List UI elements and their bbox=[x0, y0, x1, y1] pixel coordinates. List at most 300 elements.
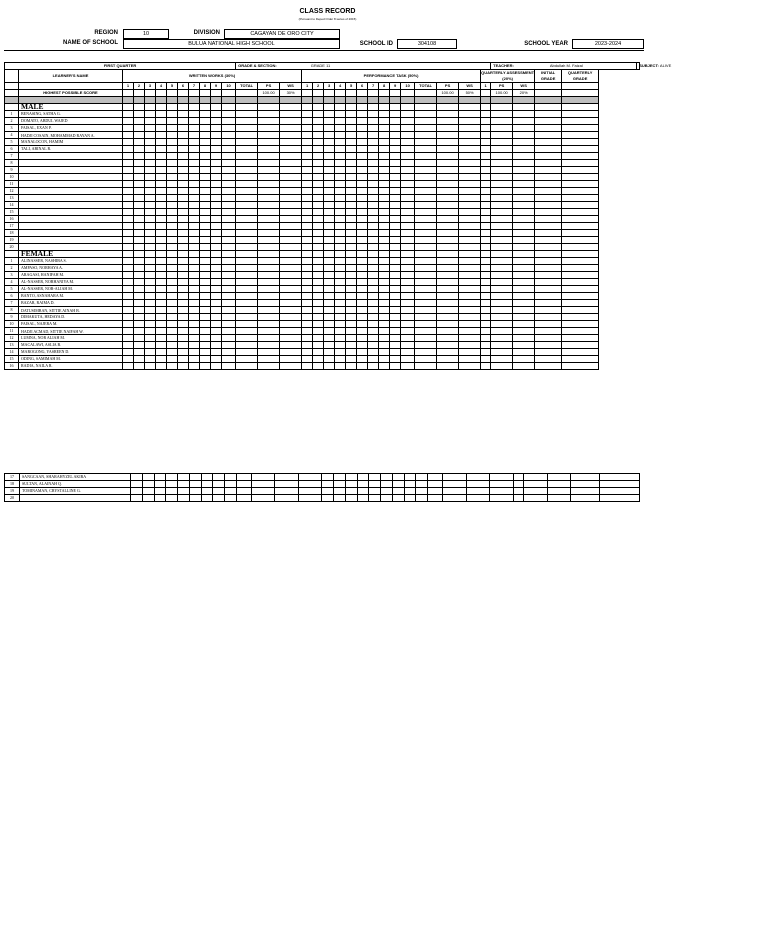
pt-col-number: 3 bbox=[324, 83, 335, 90]
score-cell bbox=[189, 195, 200, 202]
score-cell bbox=[357, 481, 369, 488]
score-cell bbox=[167, 216, 178, 223]
score-cell bbox=[368, 216, 379, 223]
score-cell bbox=[335, 125, 346, 132]
score-cell bbox=[178, 488, 190, 495]
row-number: 1 bbox=[5, 258, 19, 265]
score-cell bbox=[213, 495, 225, 502]
school-year-field: 2023-2024 bbox=[572, 39, 644, 49]
score-cell bbox=[481, 125, 491, 132]
score-cell bbox=[491, 272, 513, 279]
score-cell bbox=[324, 167, 335, 174]
score-cell bbox=[401, 286, 415, 293]
separator-cell bbox=[415, 97, 437, 104]
score-cell bbox=[156, 174, 167, 181]
score-cell bbox=[535, 279, 562, 286]
score-cell bbox=[368, 118, 379, 125]
score-cell bbox=[357, 272, 368, 279]
score-cell bbox=[211, 328, 222, 335]
score-cell bbox=[437, 209, 459, 216]
student-row bbox=[5, 335, 640, 342]
score-cell bbox=[236, 237, 258, 244]
score-cell bbox=[459, 181, 481, 188]
score-cell bbox=[156, 335, 167, 342]
score-cell bbox=[357, 265, 368, 272]
score-cell bbox=[357, 223, 368, 230]
score-cell bbox=[134, 265, 145, 272]
score-cell bbox=[324, 209, 335, 216]
ww-col-number: 7 bbox=[189, 83, 200, 90]
score-cell bbox=[145, 223, 156, 230]
score-cell bbox=[357, 349, 368, 356]
score-cell bbox=[145, 258, 156, 265]
score-cell bbox=[302, 363, 313, 370]
score-cell bbox=[346, 125, 357, 132]
ww-ps-label: PS bbox=[258, 83, 280, 90]
score-cell bbox=[200, 209, 211, 216]
score-cell bbox=[189, 223, 200, 230]
ww-col-number: 6 bbox=[178, 83, 189, 90]
score-cell bbox=[535, 307, 562, 314]
score-cell bbox=[258, 223, 280, 230]
row-number: 10 bbox=[5, 174, 19, 181]
score-cell bbox=[156, 181, 167, 188]
score-cell bbox=[145, 230, 156, 237]
score-cell bbox=[280, 307, 302, 314]
score-cell bbox=[357, 118, 368, 125]
score-cell bbox=[123, 272, 134, 279]
score-cell bbox=[236, 111, 258, 118]
student-row bbox=[5, 488, 640, 495]
score-cell bbox=[156, 230, 167, 237]
score-cell bbox=[324, 244, 335, 251]
score-cell bbox=[280, 209, 302, 216]
score-cell bbox=[145, 286, 156, 293]
score-cell bbox=[280, 328, 302, 335]
student-name: DIMAKUTA, HEDAYA D. bbox=[19, 314, 123, 321]
score-cell bbox=[437, 146, 459, 153]
score-cell bbox=[167, 300, 178, 307]
score-cell bbox=[222, 139, 236, 146]
student-row bbox=[5, 153, 640, 160]
ww-col-number: 1 bbox=[123, 83, 134, 90]
blank-cell bbox=[5, 90, 19, 97]
score-cell bbox=[513, 160, 535, 167]
score-cell bbox=[313, 293, 324, 300]
score-cell bbox=[481, 139, 491, 146]
score-cell bbox=[324, 202, 335, 209]
row-number: 1 bbox=[5, 111, 19, 118]
score-cell bbox=[379, 230, 390, 237]
score-cell bbox=[459, 321, 481, 328]
score-cell bbox=[222, 181, 236, 188]
score-cell bbox=[524, 495, 548, 502]
score-cell bbox=[236, 230, 258, 237]
score-cell bbox=[491, 181, 513, 188]
separator-cell bbox=[167, 97, 178, 104]
score-cell bbox=[156, 328, 167, 335]
score-cell bbox=[437, 363, 459, 370]
student-name bbox=[19, 230, 123, 237]
score-cell bbox=[189, 230, 200, 237]
score-cell bbox=[390, 237, 401, 244]
table-cell bbox=[335, 90, 346, 97]
qa-ws-label: WS bbox=[513, 83, 535, 90]
score-cell bbox=[189, 160, 200, 167]
score-cell bbox=[415, 188, 437, 195]
score-cell bbox=[134, 258, 145, 265]
score-cell bbox=[322, 495, 334, 502]
score-cell bbox=[123, 160, 134, 167]
score-cell bbox=[178, 286, 189, 293]
score-cell bbox=[201, 495, 213, 502]
score-cell bbox=[346, 160, 357, 167]
score-cell bbox=[357, 286, 368, 293]
score-cell bbox=[142, 474, 154, 481]
score-cell bbox=[178, 230, 189, 237]
score-cell bbox=[334, 495, 346, 502]
score-cell bbox=[213, 474, 225, 481]
score-cell bbox=[415, 356, 437, 363]
score-cell bbox=[379, 209, 390, 216]
score-cell bbox=[178, 265, 189, 272]
score-cell bbox=[280, 132, 302, 139]
student-name: ODING, SAMIMAH M. bbox=[19, 356, 123, 363]
score-cell bbox=[258, 293, 280, 300]
student-row bbox=[5, 328, 640, 335]
score-cell bbox=[178, 160, 189, 167]
score-cell bbox=[491, 314, 513, 321]
score-cell bbox=[491, 223, 513, 230]
score-cell bbox=[390, 349, 401, 356]
score-cell bbox=[357, 314, 368, 321]
score-cell bbox=[459, 293, 481, 300]
score-cell bbox=[178, 153, 189, 160]
score-cell bbox=[156, 146, 167, 153]
score-cell bbox=[322, 474, 334, 481]
score-cell bbox=[415, 258, 437, 265]
score-cell bbox=[600, 474, 640, 481]
score-cell bbox=[134, 342, 145, 349]
separator-cell bbox=[156, 97, 167, 104]
score-cell bbox=[571, 474, 600, 481]
score-cell bbox=[437, 216, 459, 223]
score-cell bbox=[258, 300, 280, 307]
division-label: DIVISION bbox=[193, 30, 220, 36]
score-cell bbox=[236, 321, 258, 328]
hps-row bbox=[5, 90, 640, 97]
score-cell bbox=[390, 111, 401, 118]
score-cell bbox=[178, 202, 189, 209]
score-cell bbox=[258, 237, 280, 244]
score-cell bbox=[335, 314, 346, 321]
score-cell bbox=[298, 488, 322, 495]
table-cell bbox=[491, 251, 513, 258]
score-cell bbox=[236, 293, 258, 300]
score-cell bbox=[178, 132, 189, 139]
table-cell bbox=[236, 104, 258, 111]
score-cell bbox=[236, 118, 258, 125]
score-cell bbox=[562, 314, 599, 321]
score-cell bbox=[357, 495, 369, 502]
score-cell bbox=[390, 132, 401, 139]
score-cell bbox=[258, 307, 280, 314]
score-cell bbox=[437, 202, 459, 209]
score-cell bbox=[379, 188, 390, 195]
score-cell bbox=[535, 293, 562, 300]
pt-col-number: 10 bbox=[401, 83, 415, 90]
score-cell bbox=[324, 237, 335, 244]
ww-ws-value: 30% bbox=[280, 90, 302, 97]
score-cell bbox=[211, 286, 222, 293]
score-cell bbox=[390, 125, 401, 132]
score-cell bbox=[357, 132, 368, 139]
score-cell bbox=[145, 279, 156, 286]
score-cell bbox=[302, 293, 313, 300]
row-number: 12 bbox=[5, 188, 19, 195]
score-cell bbox=[437, 132, 459, 139]
table-cell bbox=[368, 251, 379, 258]
score-cell bbox=[280, 356, 302, 363]
score-cell bbox=[379, 132, 390, 139]
score-cell bbox=[490, 495, 514, 502]
score-cell bbox=[258, 356, 280, 363]
score-cell bbox=[437, 160, 459, 167]
info-underline bbox=[4, 50, 344, 51]
score-cell bbox=[200, 314, 211, 321]
table-cell bbox=[346, 104, 357, 111]
score-cell bbox=[459, 356, 481, 363]
score-cell bbox=[123, 237, 134, 244]
score-cell bbox=[225, 488, 237, 495]
score-cell bbox=[346, 216, 357, 223]
score-cell bbox=[535, 181, 562, 188]
score-cell bbox=[178, 181, 189, 188]
score-cell bbox=[437, 181, 459, 188]
score-cell bbox=[178, 356, 189, 363]
score-cell bbox=[513, 265, 535, 272]
score-cell bbox=[513, 223, 535, 230]
score-cell bbox=[513, 167, 535, 174]
table-cell bbox=[200, 90, 211, 97]
score-cell bbox=[535, 202, 562, 209]
score-cell bbox=[167, 237, 178, 244]
score-cell bbox=[346, 167, 357, 174]
score-cell bbox=[236, 279, 258, 286]
score-cell bbox=[379, 265, 390, 272]
score-cell bbox=[211, 272, 222, 279]
score-cell bbox=[134, 237, 145, 244]
score-cell bbox=[335, 132, 346, 139]
score-cell bbox=[491, 237, 513, 244]
score-cell bbox=[123, 118, 134, 125]
score-cell bbox=[200, 223, 211, 230]
table-cell bbox=[178, 90, 189, 97]
score-cell bbox=[562, 300, 599, 307]
student-name: TALI, ABINAL R. bbox=[19, 146, 123, 153]
ww-col-number: 10 bbox=[222, 83, 236, 90]
score-cell bbox=[154, 488, 166, 495]
separator-cell bbox=[200, 97, 211, 104]
table-cell bbox=[167, 90, 178, 97]
score-cell bbox=[123, 153, 134, 160]
region-field: 10 bbox=[123, 29, 169, 39]
score-cell bbox=[437, 167, 459, 174]
blank-cell bbox=[5, 104, 19, 111]
performance-task-header: PERFORMANCE TASK (50%) bbox=[302, 70, 481, 83]
score-cell bbox=[189, 495, 201, 502]
score-cell bbox=[145, 181, 156, 188]
score-cell bbox=[123, 111, 134, 118]
score-cell bbox=[390, 195, 401, 202]
student-row bbox=[5, 230, 640, 237]
score-cell bbox=[491, 244, 513, 251]
score-cell bbox=[390, 258, 401, 265]
row-number: 18 bbox=[5, 481, 20, 488]
score-cell bbox=[562, 125, 599, 132]
score-cell bbox=[313, 300, 324, 307]
score-cell bbox=[167, 356, 178, 363]
score-cell bbox=[401, 258, 415, 265]
score-cell bbox=[459, 307, 481, 314]
school-id-field: 304108 bbox=[397, 39, 457, 49]
score-cell bbox=[443, 474, 467, 481]
score-cell bbox=[145, 265, 156, 272]
pt-col-number: 8 bbox=[379, 83, 390, 90]
table-cell bbox=[324, 251, 335, 258]
score-cell bbox=[390, 146, 401, 153]
score-cell bbox=[379, 272, 390, 279]
score-cell bbox=[131, 474, 143, 481]
score-cell bbox=[134, 328, 145, 335]
score-cell bbox=[379, 202, 390, 209]
score-cell bbox=[379, 237, 390, 244]
score-cell bbox=[134, 244, 145, 251]
score-cell bbox=[346, 244, 357, 251]
school-year-label: SCHOOL YEAR bbox=[524, 41, 568, 47]
score-cell bbox=[200, 167, 211, 174]
score-cell bbox=[547, 481, 571, 488]
score-cell bbox=[459, 167, 481, 174]
score-cell bbox=[167, 342, 178, 349]
score-cell bbox=[513, 342, 535, 349]
score-cell bbox=[280, 230, 302, 237]
score-cell bbox=[335, 265, 346, 272]
row-number: 8 bbox=[5, 160, 19, 167]
score-cell bbox=[324, 160, 335, 167]
score-cell bbox=[335, 258, 346, 265]
score-cell bbox=[222, 363, 236, 370]
score-cell bbox=[200, 258, 211, 265]
score-cell bbox=[225, 495, 237, 502]
score-cell bbox=[156, 125, 167, 132]
score-cell bbox=[222, 300, 236, 307]
score-cell bbox=[189, 244, 200, 251]
score-cell bbox=[401, 202, 415, 209]
score-cell bbox=[513, 356, 535, 363]
score-cell bbox=[258, 230, 280, 237]
score-cell bbox=[211, 111, 222, 118]
score-cell bbox=[280, 349, 302, 356]
score-cell bbox=[381, 481, 393, 488]
student-name: LUMNA, NOR ALIAH M. bbox=[19, 335, 123, 342]
row-number: 6 bbox=[5, 293, 19, 300]
score-cell bbox=[167, 258, 178, 265]
score-cell bbox=[123, 209, 134, 216]
score-cell bbox=[236, 153, 258, 160]
score-cell bbox=[123, 174, 134, 181]
score-cell bbox=[369, 474, 381, 481]
score-cell bbox=[401, 146, 415, 153]
row-number: 5 bbox=[5, 139, 19, 146]
score-cell bbox=[167, 209, 178, 216]
score-cell bbox=[547, 495, 571, 502]
score-cell bbox=[357, 328, 368, 335]
score-cell bbox=[258, 125, 280, 132]
student-name: HADJI COSAIN, MOHAMMAD RAYAN A. bbox=[19, 132, 123, 139]
score-cell bbox=[258, 363, 280, 370]
score-cell bbox=[600, 495, 640, 502]
score-cell bbox=[390, 202, 401, 209]
score-cell bbox=[357, 300, 368, 307]
score-cell bbox=[401, 342, 415, 349]
score-cell bbox=[481, 181, 491, 188]
score-cell bbox=[437, 258, 459, 265]
score-cell bbox=[134, 223, 145, 230]
score-cell bbox=[200, 125, 211, 132]
table-cell bbox=[313, 90, 324, 97]
score-cell bbox=[302, 265, 313, 272]
score-cell bbox=[134, 174, 145, 181]
score-cell bbox=[123, 342, 134, 349]
score-cell bbox=[379, 335, 390, 342]
separator-row bbox=[5, 97, 640, 104]
score-cell bbox=[134, 272, 145, 279]
qa-ps-value: 100.00 bbox=[491, 90, 513, 97]
table-cell bbox=[437, 104, 459, 111]
score-cell bbox=[280, 153, 302, 160]
score-cell bbox=[189, 209, 200, 216]
score-cell bbox=[302, 146, 313, 153]
score-cell bbox=[275, 474, 299, 481]
score-cell bbox=[200, 328, 211, 335]
score-cell bbox=[313, 146, 324, 153]
score-cell bbox=[324, 174, 335, 181]
ww-col-number: 2 bbox=[134, 83, 145, 90]
score-cell bbox=[390, 188, 401, 195]
score-cell bbox=[313, 321, 324, 328]
table-cell bbox=[415, 251, 437, 258]
row-number: 7 bbox=[5, 153, 19, 160]
score-cell bbox=[302, 195, 313, 202]
score-cell bbox=[142, 481, 154, 488]
score-cell bbox=[379, 216, 390, 223]
score-cell bbox=[524, 481, 548, 488]
score-cell bbox=[123, 321, 134, 328]
score-cell bbox=[415, 223, 437, 230]
score-cell bbox=[236, 125, 258, 132]
score-cell bbox=[459, 216, 481, 223]
score-cell bbox=[178, 363, 189, 370]
score-cell bbox=[335, 356, 346, 363]
score-cell bbox=[189, 286, 200, 293]
written-works-header: WRITTEN WORKS (30%) bbox=[123, 70, 302, 83]
separator-cell bbox=[357, 97, 368, 104]
score-cell bbox=[379, 328, 390, 335]
score-cell bbox=[324, 146, 335, 153]
score-cell bbox=[211, 293, 222, 300]
student-row bbox=[5, 160, 640, 167]
